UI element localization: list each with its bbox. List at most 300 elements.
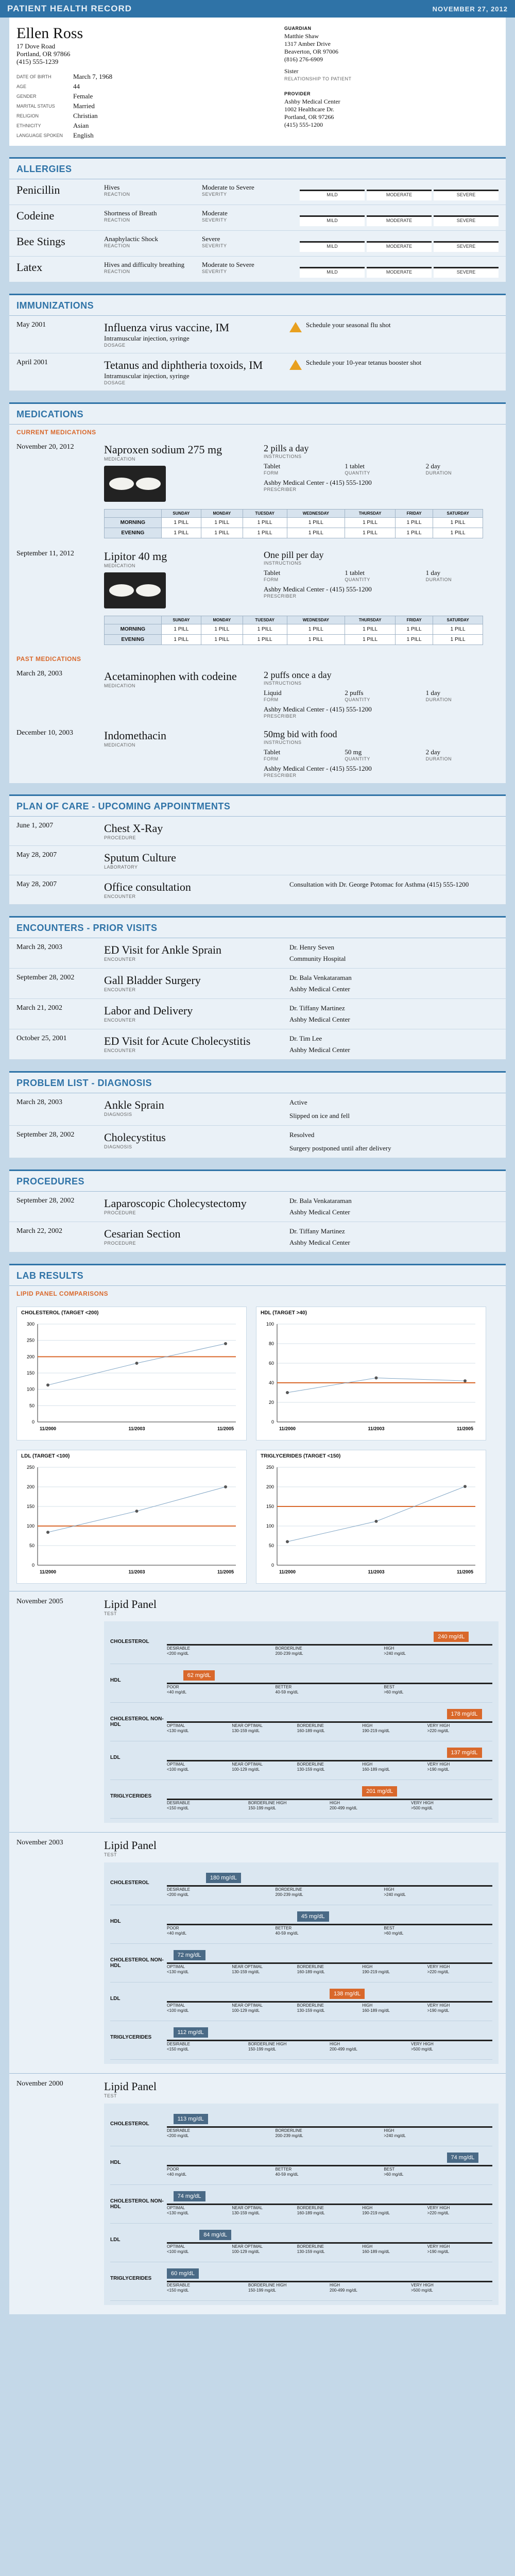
medication-dosage-cell <box>426 689 499 702</box>
procedures-section <box>9 1170 506 1252</box>
lipid-panel <box>9 2073 506 2314</box>
schedule-dose: 1 PILL <box>287 528 345 538</box>
guardian-line: Beaverton, OR 97006 <box>284 48 338 55</box>
y-tick-label: 250 <box>266 1465 274 1470</box>
encounter-row <box>9 969 506 999</box>
medication-dur-label: DURATION <box>425 756 452 761</box>
immunization-date: May 2001 <box>16 321 46 329</box>
scale-segment-range: 200-239 mg/dL <box>275 1892 303 1897</box>
scale-segment-name: HIGH <box>384 1887 394 1892</box>
scale-segment-range: <150 mg/dL <box>167 2288 189 2293</box>
scale-segment <box>384 1685 403 1695</box>
allergies-title: ALLERGIES <box>9 159 506 179</box>
data-point <box>224 1342 227 1345</box>
medication-form-label: FORM <box>264 470 279 476</box>
scale-segment <box>167 2206 188 2216</box>
appointment-detail <box>104 822 289 840</box>
severity-scale-label: MODERATE <box>367 215 432 226</box>
schedule-time-label: EVENING <box>105 528 162 538</box>
allergy-reaction-label: REACTION <box>104 243 130 248</box>
scale-segment-name: BEST <box>384 2167 395 2172</box>
problem-row <box>9 1093 506 1126</box>
appointment-row <box>9 875 506 905</box>
lab-chart <box>16 1450 247 1584</box>
medication-row <box>9 665 506 724</box>
x-tick-label: 11/2003 <box>128 1569 145 1574</box>
schedule-row-evening <box>105 528 483 538</box>
appointment-name: Chest X-Ray <box>104 822 163 835</box>
scale-segment <box>167 2042 190 2052</box>
lipid-result-row <box>110 2146 492 2185</box>
encounter-location: Community Hospital <box>289 955 346 962</box>
scale-segment <box>411 1801 434 1811</box>
scale-segment-name: BORDERLINE HIGH <box>248 2283 287 2287</box>
scale-segment-range: >190 mg/dL <box>427 2008 450 2013</box>
scale-line <box>167 2040 492 2041</box>
lipid-result-row <box>110 1905 492 1944</box>
current-medications-label: CURRENT MEDICATIONS <box>16 429 96 436</box>
medication-row <box>9 545 506 614</box>
patient-field-value: Asian <box>73 122 89 129</box>
severity-scale-label: MODERATE <box>367 241 432 252</box>
schedule-dose: 1 PILL <box>345 528 396 538</box>
y-tick-label: 200 <box>266 1484 274 1489</box>
allergy-row <box>9 179 506 205</box>
lipid-result-row <box>110 1867 492 1905</box>
top-bar <box>0 0 515 18</box>
scale-segment-range: 150-199 mg/dL <box>248 1806 276 1810</box>
lipid-test-name: HDL <box>110 1919 121 1924</box>
data-point <box>135 1510 139 1513</box>
guardian-label: GUARDIAN <box>284 26 312 31</box>
appointment-note: Consultation with Dr. George Potomac for Asthma (415) 555-1200 <box>289 880 469 888</box>
patient-field-label: LANGUAGE SPOKEN <box>16 133 63 138</box>
medication-qty: 1 tablet <box>345 569 365 577</box>
scale-segment-range: >220 mg/dL <box>427 2211 450 2215</box>
allergy-row <box>9 257 506 282</box>
allergy-reaction <box>104 183 202 197</box>
scale-segment <box>167 2167 186 2177</box>
patient-address-line: Portland, OR 97866 <box>16 50 71 58</box>
medication-dur: 1 day <box>425 569 441 577</box>
encounter-doctor: Dr. Tiffany Martinez <box>289 1004 345 1012</box>
scale-segment <box>167 1685 186 1695</box>
lipid-scale <box>167 2114 492 2139</box>
procedure-provider <box>289 1197 499 1216</box>
schedule-day: TUESDAY <box>243 616 287 624</box>
scale-line <box>167 1760 492 1761</box>
scale-segment <box>276 1646 303 1656</box>
scale-segment <box>362 1723 390 1734</box>
scale-segment <box>232 1964 263 1975</box>
scale-segment-name: NEAR OPTIMAL <box>232 2003 263 2008</box>
x-tick-label: 11/2003 <box>128 1426 145 1431</box>
severity-scale-label: MODERATE <box>367 267 432 278</box>
lipid-value-marker: 45 mg/dL <box>297 1911 329 1922</box>
data-point <box>135 1362 139 1365</box>
lipid-result-row <box>110 1982 492 2021</box>
schedule-dose: 1 PILL <box>433 528 483 538</box>
scale-segment <box>297 1723 325 1734</box>
y-tick-label: 250 <box>26 1465 35 1470</box>
allergy-reaction-label: REACTION <box>104 217 130 223</box>
immunization-reminder <box>289 359 499 385</box>
medication-instructions <box>264 443 499 502</box>
encounter-row <box>9 999 506 1029</box>
procedures-title: PROCEDURES <box>9 1171 506 1192</box>
immunization-dosage: Intramuscular injection, syringe <box>104 334 190 342</box>
problem-status: Resolved <box>289 1131 315 1139</box>
schedule-dose: 1 PILL <box>433 518 483 528</box>
allergy-severity-value: Moderate <box>202 209 228 217</box>
schedule-dose: 1 PILL <box>201 624 243 635</box>
lipid-scale <box>167 1911 492 1936</box>
patient-field <box>16 112 284 120</box>
scale-line <box>167 2165 492 2166</box>
schedule-row-morning <box>105 624 483 635</box>
medication-prescriber: Ashby Medical Center - (415) 555-1200 <box>264 479 372 486</box>
scale-segment-name: VERY HIGH <box>427 1762 450 1767</box>
immunizations-section <box>9 294 506 391</box>
chart-title: LDL (TARGET <100) <box>21 1453 70 1459</box>
severity-scale-label: MILD <box>300 241 365 252</box>
y-tick-label: 150 <box>266 1504 274 1509</box>
scale-segment-name: DESIRABLE <box>167 1646 190 1651</box>
medication-frequency: 50mg bid with food <box>264 729 337 739</box>
lipid-result-row <box>110 1741 492 1780</box>
y-tick-label: 60 <box>268 1361 274 1366</box>
allergy-severity-label: SEVERITY <box>202 217 227 223</box>
y-tick-label: 100 <box>26 1523 35 1529</box>
scale-segment-range: >60 mg/dL <box>384 1690 404 1694</box>
schedule-day: THURSDAY <box>345 510 396 518</box>
allergy-severity-value: Moderate to Severe <box>202 261 254 268</box>
appointment-name: Sputum Culture <box>104 851 176 864</box>
guardian-line: 1317 Amber Drive <box>284 40 331 47</box>
schedule-dose: 1 PILL <box>243 635 287 645</box>
scale-segment <box>276 2128 303 2139</box>
lipid-test-name: LDL <box>110 1755 121 1760</box>
scale-segment-range: 40-59 mg/dL <box>275 2172 299 2177</box>
medication-dosage-cell <box>264 748 336 761</box>
problems-section <box>9 1071 506 1158</box>
scale-segment-range: >500 mg/dL <box>411 2047 433 2052</box>
lipid-panel-date: November 2005 <box>16 1598 63 1605</box>
medication-instructions <box>264 670 499 719</box>
lipid-test-name: CHOLESTEROL <box>110 2121 149 2127</box>
plan-of-care-title: PLAN OF CARE - UPCOMING APPOINTMENTS <box>9 796 506 817</box>
scale-segment-name: BETTER <box>275 1926 292 1930</box>
scale-line <box>167 2242 492 2244</box>
scale-segment-name: BORDERLINE <box>297 2003 324 2008</box>
scale-segment-range: >190 mg/dL <box>427 2249 450 2254</box>
allergy-reaction-value: Shortness of Breath <box>104 209 157 217</box>
scale-line <box>167 1644 492 1646</box>
schedule-dose: 1 PILL <box>243 528 287 538</box>
medication-dosage-cell <box>345 748 417 761</box>
scale-segment <box>362 1964 390 1975</box>
encounters-section <box>9 916 506 1060</box>
medication-prescriber-label: PRESCRIBER <box>264 714 297 719</box>
scale-segment-name: NEAR OPTIMAL <box>232 1723 263 1728</box>
medication-frequency-label: INSTRUCTIONS <box>264 454 302 459</box>
procedure-row <box>9 1192 506 1222</box>
medication-prescriber: Ashby Medical Center - (415) 555-1200 <box>264 705 372 713</box>
scale-segment-name: DESIRABLE <box>167 2283 190 2287</box>
problem-date: March 28, 2003 <box>16 1098 63 1106</box>
schedule-day: SATURDAY <box>433 510 483 518</box>
scale-segment-range: 200-239 mg/dL <box>275 2133 303 2138</box>
medications-title: MEDICATIONS <box>9 404 506 425</box>
scale-segment <box>248 2283 286 2293</box>
encounter-provider <box>289 974 499 993</box>
schedule-dose: 1 PILL <box>345 635 396 645</box>
schedule-dose: 1 PILL <box>201 528 243 538</box>
schedule-corner <box>105 510 162 518</box>
scale-segment-range: <150 mg/dL <box>167 2047 189 2052</box>
procedure-location: Ashby Medical Center <box>289 1208 350 1216</box>
schedule-dose: 1 PILL <box>345 518 396 528</box>
lipid-test-name: CHOLESTEROL NON-HDL <box>110 2198 164 2210</box>
scale-segment <box>232 1723 263 1734</box>
patient-field <box>16 92 284 100</box>
problem-note: Slipped on ice and fell <box>289 1112 350 1120</box>
scale-segment-range: 200-499 mg/dL <box>330 1806 357 1810</box>
scale-segment <box>276 1685 299 1695</box>
lipid-result-row <box>110 1664 492 1703</box>
data-point <box>46 1531 49 1534</box>
lipid-scale <box>167 1709 492 1734</box>
encounter-date: March 28, 2003 <box>16 943 63 951</box>
scale-segment <box>362 2244 390 2255</box>
lipid-panel-date: November 2003 <box>16 1839 63 1846</box>
scale-segment-range: 160-189 mg/dL <box>297 1728 325 1733</box>
data-point <box>224 1485 227 1488</box>
schedule-dose: 1 PILL <box>396 518 433 528</box>
scale-segment-range: <200 mg/dL <box>167 1892 189 1897</box>
scale-segment-range: >220 mg/dL <box>427 1970 450 1974</box>
lipid-result-row <box>110 2108 492 2146</box>
scale-segment-name: BORDERLINE <box>297 1762 324 1767</box>
medication-frequency: 2 puffs once a day <box>264 670 332 680</box>
scale-segment-range: 130-159 mg/dL <box>297 1767 325 1772</box>
allergy-row <box>9 231 506 257</box>
scale-segment <box>276 2167 299 2177</box>
scale-segment-range: >500 mg/dL <box>411 2288 433 2293</box>
scale-segment-name: BEST <box>384 1926 395 1930</box>
data-point <box>286 1540 289 1543</box>
provider-line: Ashby Medical Center <box>284 98 340 105</box>
medication-dosage-cell <box>345 689 417 702</box>
allergy-row <box>9 205 506 231</box>
scale-segment <box>167 1926 186 1936</box>
scale-segment <box>167 2003 188 2013</box>
schedule-header-row <box>105 616 483 624</box>
scale-segment-range: <130 mg/dL <box>167 1728 189 1733</box>
data-point <box>464 1379 467 1382</box>
patient-field <box>16 82 284 91</box>
allergy-severity-value: Moderate to Severe <box>202 183 254 191</box>
medication-row <box>9 438 506 507</box>
y-tick-label: 100 <box>266 1523 274 1529</box>
allergy-reaction <box>104 261 202 274</box>
scale-line <box>167 1885 492 1887</box>
lipid-panel-results <box>104 1621 499 1823</box>
lipid-value-marker: 112 mg/dL <box>174 2027 208 2038</box>
scale-segment-range: >190 mg/dL <box>427 1767 450 1772</box>
medication-qty: 50 mg <box>345 748 362 756</box>
scale-line <box>167 2126 492 2128</box>
scale-segment-range: >240 mg/dL <box>384 2133 406 2138</box>
encounter-doctor: Dr. Henry Seven <box>289 943 335 951</box>
scale-segment-name: VERY HIGH <box>427 1723 450 1728</box>
scale-segment <box>167 1762 188 1772</box>
x-tick-label: 11/2005 <box>456 1426 474 1431</box>
schedule-day: THURSDAY <box>345 616 396 624</box>
lipid-test-name: LDL <box>110 1996 121 2002</box>
scale-segment-range: >240 mg/dL <box>384 1651 406 1656</box>
encounter-date: September 28, 2002 <box>16 974 75 981</box>
medication-name-label: MEDICATION <box>104 563 135 568</box>
problem-detail <box>104 1098 289 1120</box>
problems-title: PROBLEM LIST - DIAGNOSIS <box>9 1073 506 1093</box>
scale-segment-range: <130 mg/dL <box>167 2211 189 2215</box>
schedule-dose: 1 PILL <box>161 624 201 635</box>
lipid-scale <box>167 2153 492 2177</box>
guardian-relationship-label: RELATIONSHIP TO PATIENT <box>284 76 352 81</box>
patient-field-label: AGE <box>16 84 27 89</box>
y-tick-label: 40 <box>268 1380 274 1385</box>
scale-segment-range: <40 mg/dL <box>167 1690 187 1694</box>
lipid-value-marker: 84 mg/dL <box>199 2230 231 2240</box>
x-tick-label: 11/2000 <box>39 1569 57 1574</box>
procedure-date: September 28, 2002 <box>16 1197 75 1205</box>
y-tick-label: 0 <box>31 1419 35 1425</box>
series-line <box>287 1486 465 1541</box>
immunization-reminder <box>289 321 499 348</box>
medication-row <box>9 724 506 783</box>
immunization-name: Influenza virus vaccine, IM <box>104 321 230 334</box>
scale-segment-name: BORDERLINE HIGH <box>248 2042 287 2046</box>
allergy-severity-value: Severe <box>202 235 220 243</box>
medication-prescriber: Ashby Medical Center - (415) 555-1200 <box>264 585 372 593</box>
scale-segment-range: 40-59 mg/dL <box>275 1690 299 1694</box>
schedule-dose: 1 PILL <box>161 635 201 645</box>
scale-segment-name: HIGH <box>362 2206 373 2210</box>
x-tick-label: 11/2003 <box>368 1426 385 1431</box>
scale-segment-name: DESIRABLE <box>167 2128 190 2133</box>
page-title: PATIENT HEALTH RECORD <box>7 4 132 13</box>
medication-dosage-cell <box>264 689 336 702</box>
scale-segment-name: OPTIMAL <box>167 1964 185 1969</box>
medication-date: December 10, 2003 <box>16 729 74 737</box>
severity-scale <box>300 215 499 226</box>
patient-field-value: Married <box>73 102 95 110</box>
y-tick-label: 50 <box>29 1543 35 1548</box>
lipid-scale <box>167 1786 492 1811</box>
lipid-value-marker: 180 mg/dL <box>206 1873 241 1883</box>
lipid-value-marker: 138 mg/dL <box>330 1989 365 1999</box>
provider-line: 1002 Healthcare Dr. <box>284 106 334 113</box>
lipid-panel-title <box>104 1839 157 1857</box>
schedule-header-row <box>105 510 483 518</box>
medication-schedule <box>104 509 483 538</box>
scale-segment-name: BETTER <box>275 1685 292 1689</box>
lipid-value-marker: 240 mg/dL <box>434 1632 469 1642</box>
scale-segment <box>248 1801 286 1811</box>
lipid-comparison-label: LIPID PANEL COMPARISONS <box>16 1290 109 1297</box>
scale-segment-name: DESIRABLE <box>167 1887 190 1892</box>
encounter-location: Ashby Medical Center <box>289 985 350 993</box>
medication-form-label: FORM <box>264 756 279 761</box>
lipid-panel-results <box>104 1862 499 2064</box>
lipid-panel-date: November 2000 <box>16 2080 63 2088</box>
reminder-text: Schedule your 10-year tetanus booster shot <box>306 359 422 366</box>
appointment-note <box>289 822 499 840</box>
scale-segment-name: HIGH <box>384 2128 394 2133</box>
patient-field-value: Christian <box>73 112 98 120</box>
scale-segment-range: 40-59 mg/dL <box>275 1931 299 1936</box>
medication-prescriber: Ashby Medical Center - (415) 555-1200 <box>264 765 372 772</box>
immunizations-title: IMMUNIZATIONS <box>9 295 506 316</box>
lipid-test-name: TRIGLYCERIDES <box>110 2276 152 2281</box>
scale-segment-name: VERY HIGH <box>427 2003 450 2008</box>
scale-segment-range: 130-159 mg/dL <box>297 2249 325 2254</box>
lipid-result-row <box>110 1944 492 1982</box>
allergy-severity <box>202 209 300 223</box>
problem-status: Active <box>289 1098 307 1106</box>
data-point <box>375 1520 378 1523</box>
lipid-panel <box>9 1832 506 2073</box>
allergy-severity <box>202 183 300 197</box>
appointment-date: May 28, 2007 <box>16 880 57 888</box>
medication-form-label: FORM <box>264 697 279 702</box>
chart-plot <box>17 1319 245 1437</box>
severity-scale <box>300 190 499 200</box>
scale-segment-range: 130-159 mg/dL <box>297 2008 325 2013</box>
medication-dosage-cell <box>345 462 417 476</box>
scale-segment-name: HIGH <box>362 1723 373 1728</box>
warning-icon <box>289 322 302 332</box>
schedule-day: FRIDAY <box>396 616 433 624</box>
scale-segment <box>427 2206 450 2216</box>
allergy-name: Latex <box>16 261 43 274</box>
encounter-provider <box>289 943 499 963</box>
lipid-panel-name: Lipid Panel <box>104 1839 157 1852</box>
scale-segment-name: NEAR OPTIMAL <box>232 1964 263 1969</box>
problem-status-block <box>289 1098 499 1120</box>
medication-date: September 11, 2012 <box>16 550 74 557</box>
procedure-date: March 22, 2002 <box>16 1227 63 1235</box>
immunization-date: April 2001 <box>16 359 48 366</box>
scale-segment-range: >60 mg/dL <box>384 2172 404 2177</box>
scale-segment-name: VERY HIGH <box>411 2283 434 2287</box>
provider-label: PROVIDER <box>284 91 311 96</box>
scale-segment <box>384 2167 403 2177</box>
lipid-value-marker: 74 mg/dL <box>174 2191 205 2201</box>
medication-info <box>104 550 264 608</box>
y-tick-label: 50 <box>268 1543 274 1548</box>
medication-info <box>104 443 264 502</box>
lipid-panel-name: Lipid Panel <box>104 2080 157 2093</box>
scale-segment-range: 160-189 mg/dL <box>362 2249 390 2254</box>
y-tick-label: 250 <box>26 1337 35 1343</box>
encounter-location: Ashby Medical Center <box>289 1046 350 1054</box>
scale-segment <box>362 2003 390 2013</box>
immunization-dosage-label: DOSAGE <box>104 343 126 348</box>
lipid-test-name: HDL <box>110 1677 121 1683</box>
patient-field-value: English <box>73 131 94 139</box>
